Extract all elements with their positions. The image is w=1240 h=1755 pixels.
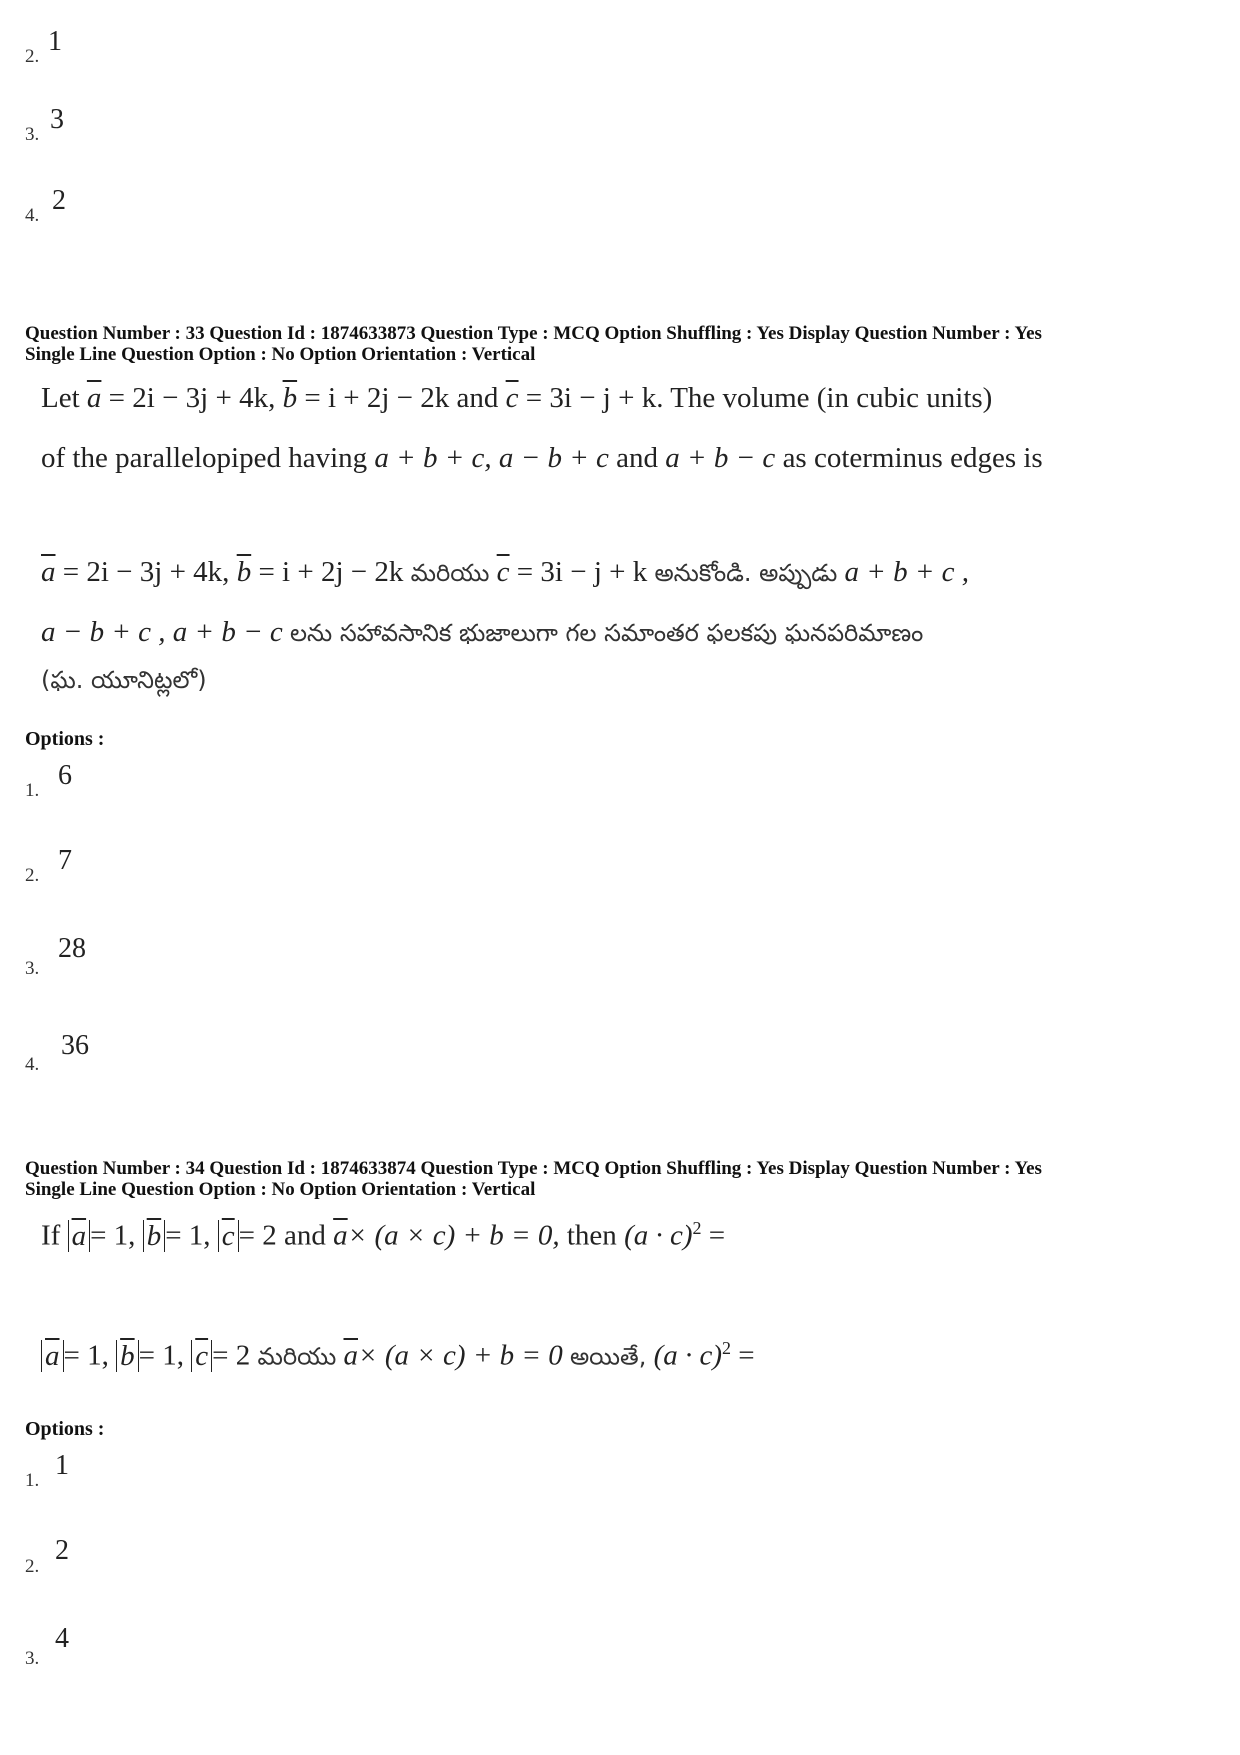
options-label: Options : (25, 1418, 105, 1440)
option-value: 36 (61, 1030, 89, 1061)
question-meta-line2: Single Line Question Option : No Option Orientation : Vertical (25, 344, 536, 365)
text-tail: as coterminus edges is (782, 442, 1043, 474)
vector-c-def: = 3i − j + k (525, 382, 657, 414)
equals-sign: = (708, 1219, 726, 1252)
edge-1: a + b + c, (374, 442, 492, 474)
option-number: 1. (25, 1470, 40, 1491)
question-meta-line1: Question Number : 34 Question Id : 1874633874 Question Type : MCQ Option Shuffling : Yes Display Question Number : Yes (25, 1158, 1042, 1179)
text-and: and (456, 382, 499, 414)
question-meta-line1: Question Number : 33 Question Id : 1874633873 Question Type : MCQ Option Shuffling : Yes Display Question Number : Yes (25, 323, 1042, 344)
telugu-tail: లను సహావసానిక భుజాలుగా గల సమాంతర ఫలకపు ఘనపరిమాణం (290, 619, 924, 647)
option-value: 28 (58, 933, 86, 964)
vector-a-def: = 2i − 3j + 4k, (108, 382, 276, 414)
edge-2: a − b + c , (41, 616, 166, 648)
text-let: Let (41, 382, 80, 414)
edge-3: a + b − c (172, 616, 283, 648)
telugu-and: మరియు (410, 559, 490, 587)
telugu-and: మరియు (257, 1342, 337, 1371)
option-value: 2 (52, 185, 66, 216)
vector-c-def: = 3i − j + k (516, 556, 648, 588)
option-number: 2. (25, 46, 40, 67)
mag-a: = 1, (90, 1219, 136, 1252)
question-text-en-line1: Let $\overline{a} = 2i - 3j + 4k$, $\overline{b} = i + 2j - 2k$ and $\overline{c} = 3i - j + k$. The volume (in cubic units) (41, 382, 993, 414)
equals-sign: = (738, 1339, 755, 1372)
option-value: 4 (55, 1623, 69, 1654)
option-number: 3. (25, 124, 40, 145)
question-text-te: $\overline{a} = 1$, $\overline{b} = 1$, $\overline{c} = 2$ మరియు $\overline{a}\times (a \times c) + b = 0$ అయితే, $(a \cdot c)^2$ = (41, 1338, 755, 1377)
vector-b-def: = i + 2j − 2k (304, 382, 450, 414)
exponent: 2 (722, 1338, 732, 1358)
option-number: 3. (25, 1648, 40, 1669)
text-and: and (616, 442, 659, 474)
question-text-en-line2 (41, 442, 1043, 475)
vector-b-def: = i + 2j − 2k (258, 556, 404, 588)
question-text-en: If $\overline{a} = 1$, $\overline{b} = 1$, $\overline{c} = 2$ and $\overline{a}\times (a \times c) + b = 0$, then $(a \cdot c)^2$ = (41, 1218, 726, 1252)
text-if: If (41, 1219, 61, 1252)
vector-a-def: = 2i − 3j + 4k, (62, 556, 230, 588)
option-value: 1 (55, 1450, 69, 1481)
option-number: 2. (25, 865, 40, 886)
question-text-te-line1: $\overline{a} = 2i - 3j + 4k$, $\overline{b} = i + 2j - 2k$ మరియు $\overline{c} = 3i - j + k$ అనుకోండి. అప్పుడు a + b + c , (41, 556, 970, 588)
mag-b: = 1, (138, 1339, 184, 1372)
question-meta-line2: Single Line Question Option : No Option Orientation : Vertical (25, 1179, 536, 1200)
cross-product-eq: × (a × c) + b = 0, (347, 1219, 560, 1252)
telugu-then: అయితే, (569, 1342, 647, 1371)
option-number: 4. (25, 205, 40, 226)
exponent: 2 (692, 1218, 702, 1238)
mag-a: = 1, (63, 1339, 109, 1372)
option-number: 4. (25, 1054, 40, 1075)
telugu-let: అనుకోండి. అప్పుడు (654, 559, 838, 587)
option-value: 1 (48, 26, 62, 57)
mag-c: = 2 (238, 1219, 277, 1252)
edge-3: a + b − c (665, 442, 776, 474)
edge-1: a + b + c , (844, 556, 970, 588)
question-text-te-line3: (ఘ. యూనిట్లలో) (41, 666, 207, 694)
option-number: 2. (25, 1556, 40, 1577)
option-value: 2 (55, 1535, 69, 1566)
cross-product-eq: × (a × c) + b = 0 (358, 1339, 563, 1372)
dot-product: (a · c) (624, 1219, 693, 1252)
option-number: 1. (25, 780, 40, 801)
text-and: and (284, 1219, 326, 1252)
text-volume: . The volume (in cubic units) (656, 382, 993, 414)
option-value: 3 (50, 104, 64, 135)
option-value: 6 (58, 760, 72, 791)
text-of-the: of the parallelopiped having (41, 442, 368, 474)
mag-b: = 1, (165, 1219, 211, 1252)
option-value: 7 (58, 845, 72, 876)
option-number: 3. (25, 958, 40, 979)
question-text-te-line2 (41, 616, 923, 653)
dot-product: (a · c) (653, 1339, 723, 1372)
text-then: then (566, 1219, 617, 1252)
mag-c: = 2 (212, 1339, 251, 1372)
options-label: Options : (25, 728, 105, 750)
edge-2: a − b + c (498, 442, 609, 474)
